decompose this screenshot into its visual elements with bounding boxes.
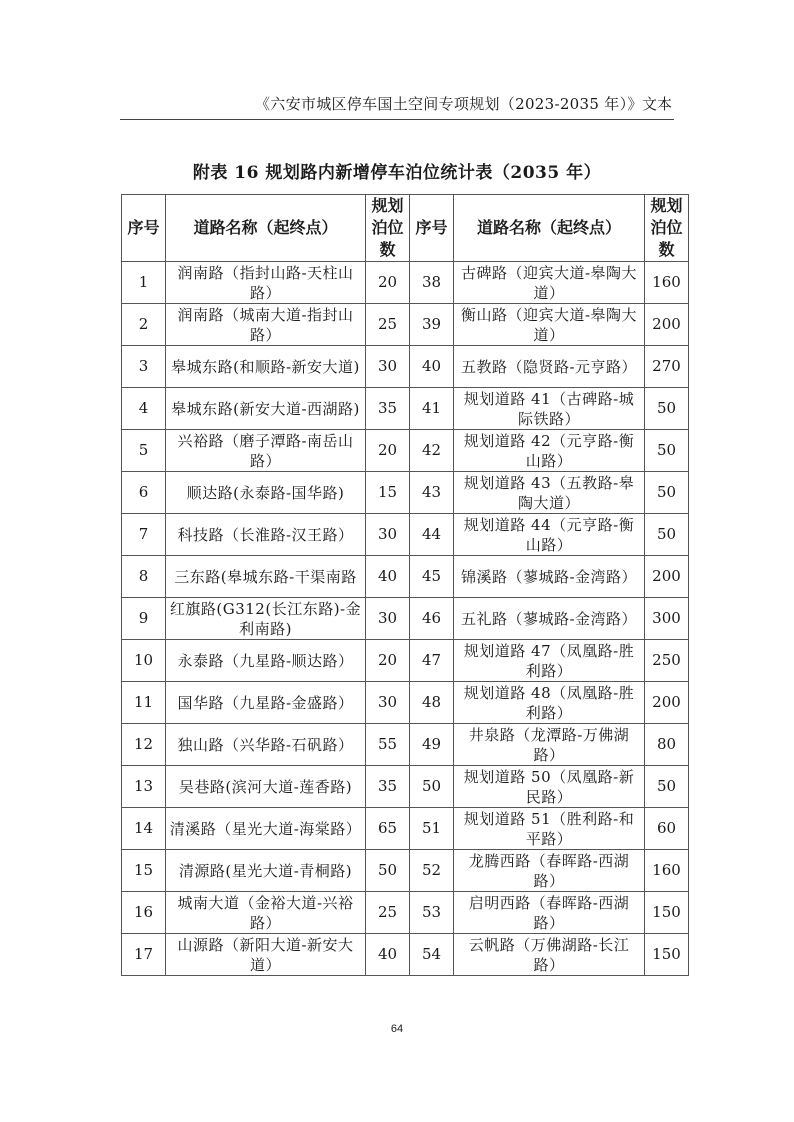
left-road-cell: 皋城东路(和顺路-新安大道): [166, 346, 366, 388]
left-seq-cell: 14: [122, 808, 166, 850]
right-road-cell: 规划道路 51（胜利路-和平路）: [454, 808, 645, 850]
right-road-cell: 规划道路 48（凤凰路-胜利路）: [454, 682, 645, 724]
table-row: [122, 682, 689, 724]
left-seq-cell: 5: [122, 430, 166, 472]
table-row: [122, 808, 689, 850]
left-spaces-cell: 30: [366, 598, 410, 640]
header-road-right: 道路名称（起终点）: [454, 195, 645, 262]
left-road-cell: 吴巷路(滨河大道-莲香路): [166, 766, 366, 808]
table-row: [122, 934, 689, 976]
running-header: [120, 93, 674, 120]
right-road-cell: 锦溪路（蓼城路-金湾路）: [454, 556, 645, 598]
left-seq-cell: 1: [122, 262, 166, 304]
left-seq-cell: 7: [122, 514, 166, 556]
right-seq-cell: 50: [410, 766, 454, 808]
table-row: [122, 598, 689, 640]
right-seq-cell: 44: [410, 514, 454, 556]
left-seq-cell: 16: [122, 892, 166, 934]
right-road-cell: 规划道路 42（元亨路-衡山路）: [454, 430, 645, 472]
table-row: [122, 640, 689, 682]
left-seq-cell: 3: [122, 346, 166, 388]
left-seq-cell: 9: [122, 598, 166, 640]
left-seq-cell: 15: [122, 850, 166, 892]
right-seq-cell: 53: [410, 892, 454, 934]
left-road-cell: 清源路(星光大道-青桐路): [166, 850, 366, 892]
right-spaces-cell: 50: [645, 430, 689, 472]
left-spaces-cell: 30: [366, 346, 410, 388]
left-spaces-cell: 55: [366, 724, 410, 766]
right-seq-cell: 40: [410, 346, 454, 388]
table-row: [122, 514, 689, 556]
right-spaces-cell: 80: [645, 724, 689, 766]
right-seq-cell: 51: [410, 808, 454, 850]
table-body: [122, 262, 689, 976]
right-spaces-cell: 160: [645, 850, 689, 892]
right-road-cell: 五教路（隐贤路-元亨路）: [454, 346, 645, 388]
left-spaces-cell: 65: [366, 808, 410, 850]
right-spaces-cell: 250: [645, 640, 689, 682]
left-road-cell: 独山路（兴华路-石矾路）: [166, 724, 366, 766]
right-seq-cell: 41: [410, 388, 454, 430]
right-spaces-cell: 60: [645, 808, 689, 850]
right-seq-cell: 49: [410, 724, 454, 766]
left-road-cell: 皋城东路(新安大道-西湖路): [166, 388, 366, 430]
table-row: [122, 766, 689, 808]
header-title: 《六安市城区停车国土空间专项规划（2023-2035 年）》: [255, 95, 643, 113]
right-seq-cell: 48: [410, 682, 454, 724]
left-road-cell: 山源路（新阳大道-新安大道）: [166, 934, 366, 976]
left-spaces-cell: 20: [366, 640, 410, 682]
right-spaces-cell: 300: [645, 598, 689, 640]
table-row: [122, 556, 689, 598]
left-spaces-cell: 40: [366, 556, 410, 598]
left-spaces-cell: 25: [366, 892, 410, 934]
left-seq-cell: 8: [122, 556, 166, 598]
right-seq-cell: 52: [410, 850, 454, 892]
right-road-cell: 规划道路 41（古碑路-城际铁路）: [454, 388, 645, 430]
right-road-cell: 启明西路（春晖路-西湖路）: [454, 892, 645, 934]
left-spaces-cell: 50: [366, 850, 410, 892]
left-road-cell: 国华路（九星路-金盛路）: [166, 682, 366, 724]
right-seq-cell: 46: [410, 598, 454, 640]
left-spaces-cell: 30: [366, 514, 410, 556]
right-spaces-cell: 200: [645, 304, 689, 346]
header-road-left: 道路名称（起终点）: [166, 195, 366, 262]
left-road-cell: 兴裕路（磨子潭路-南岳山路）: [166, 430, 366, 472]
left-seq-cell: 11: [122, 682, 166, 724]
right-road-cell: 五礼路（蓼城路-金湾路）: [454, 598, 645, 640]
left-spaces-cell: 20: [366, 262, 410, 304]
left-seq-cell: 13: [122, 766, 166, 808]
left-seq-cell: 6: [122, 472, 166, 514]
page-number: 64: [390, 1023, 404, 1035]
right-seq-cell: 39: [410, 304, 454, 346]
table-row: [122, 388, 689, 430]
left-road-cell: 永泰路（九星路-顺达路）: [166, 640, 366, 682]
header-seq-right: 序号: [410, 195, 454, 262]
table-row: [122, 892, 689, 934]
right-spaces-cell: 160: [645, 262, 689, 304]
left-road-cell: 润南路（城南大道-指封山路）: [166, 304, 366, 346]
table-row: [122, 724, 689, 766]
left-seq-cell: 10: [122, 640, 166, 682]
right-seq-cell: 47: [410, 640, 454, 682]
left-seq-cell: 12: [122, 724, 166, 766]
header-seq-left: 序号: [122, 195, 166, 262]
right-road-cell: 规划道路 43（五教路-皋陶大道）: [454, 472, 645, 514]
left-road-cell: 润南路（指封山路-天柱山路）: [166, 262, 366, 304]
right-spaces-cell: 150: [645, 892, 689, 934]
left-road-cell: 顺达路(永泰路-国华路): [166, 472, 366, 514]
right-seq-cell: 43: [410, 472, 454, 514]
right-spaces-cell: 50: [645, 388, 689, 430]
right-road-cell: 古碑路（迎宾大道-皋陶大道）: [454, 262, 645, 304]
left-road-cell: 清溪路（星光大道-海棠路）: [166, 808, 366, 850]
left-spaces-cell: 35: [366, 766, 410, 808]
header-tag: 文本: [641, 95, 672, 113]
right-spaces-cell: 200: [645, 556, 689, 598]
table-row: [122, 430, 689, 472]
left-spaces-cell: 35: [366, 388, 410, 430]
left-spaces-cell: 25: [366, 304, 410, 346]
left-seq-cell: 4: [122, 388, 166, 430]
left-seq-cell: 17: [122, 934, 166, 976]
table-row: [122, 472, 689, 514]
left-road-cell: 红旗路(G312(长江东路)-金利南路): [166, 598, 366, 640]
right-seq-cell: 42: [410, 430, 454, 472]
left-road-cell: 三东路(皋城东路-干渠南路: [166, 556, 366, 598]
table-row: [122, 850, 689, 892]
left-road-cell: 城南大道（金裕大道-兴裕路）: [166, 892, 366, 934]
right-spaces-cell: 200: [645, 682, 689, 724]
left-spaces-cell: 20: [366, 430, 410, 472]
left-spaces-cell: 15: [366, 472, 410, 514]
right-spaces-cell: 270: [645, 346, 689, 388]
left-road-cell: 科技路（长淮路-汉王路）: [166, 514, 366, 556]
table-row: [122, 262, 689, 304]
header-spaces-right: 规划泊位数: [645, 195, 689, 262]
right-road-cell: 井泉路（龙潭路-万佛湖路）: [454, 724, 645, 766]
table-title: 附表 16 规划路内新增停车泊位统计表（2035 年）: [192, 163, 602, 183]
right-road-cell: 规划道路 50（凤凰路-新民路）: [454, 766, 645, 808]
right-road-cell: 规划道路 47（凤凰路-胜利路）: [454, 640, 645, 682]
right-road-cell: 规划道路 44（元亨路-衡山路）: [454, 514, 645, 556]
header-spaces-left: 规划泊位数: [366, 195, 410, 262]
right-seq-cell: 38: [410, 262, 454, 304]
left-seq-cell: 2: [122, 304, 166, 346]
left-spaces-cell: 30: [366, 682, 410, 724]
right-road-cell: 龙腾西路（春晖路-西湖路）: [454, 850, 645, 892]
right-spaces-cell: 50: [645, 514, 689, 556]
right-spaces-cell: 150: [645, 934, 689, 976]
right-spaces-cell: 50: [645, 766, 689, 808]
right-spaces-cell: 50: [645, 472, 689, 514]
right-seq-cell: 45: [410, 556, 454, 598]
right-road-cell: 云帆路（万佛湖路-长江路）: [454, 934, 645, 976]
parking-table: [121, 194, 689, 976]
table-header-row: [122, 195, 689, 262]
left-spaces-cell: 40: [366, 934, 410, 976]
table-row: [122, 304, 689, 346]
right-seq-cell: 54: [410, 934, 454, 976]
table-row: [122, 346, 689, 388]
right-road-cell: 衡山路（迎宾大道-皋陶大道）: [454, 304, 645, 346]
